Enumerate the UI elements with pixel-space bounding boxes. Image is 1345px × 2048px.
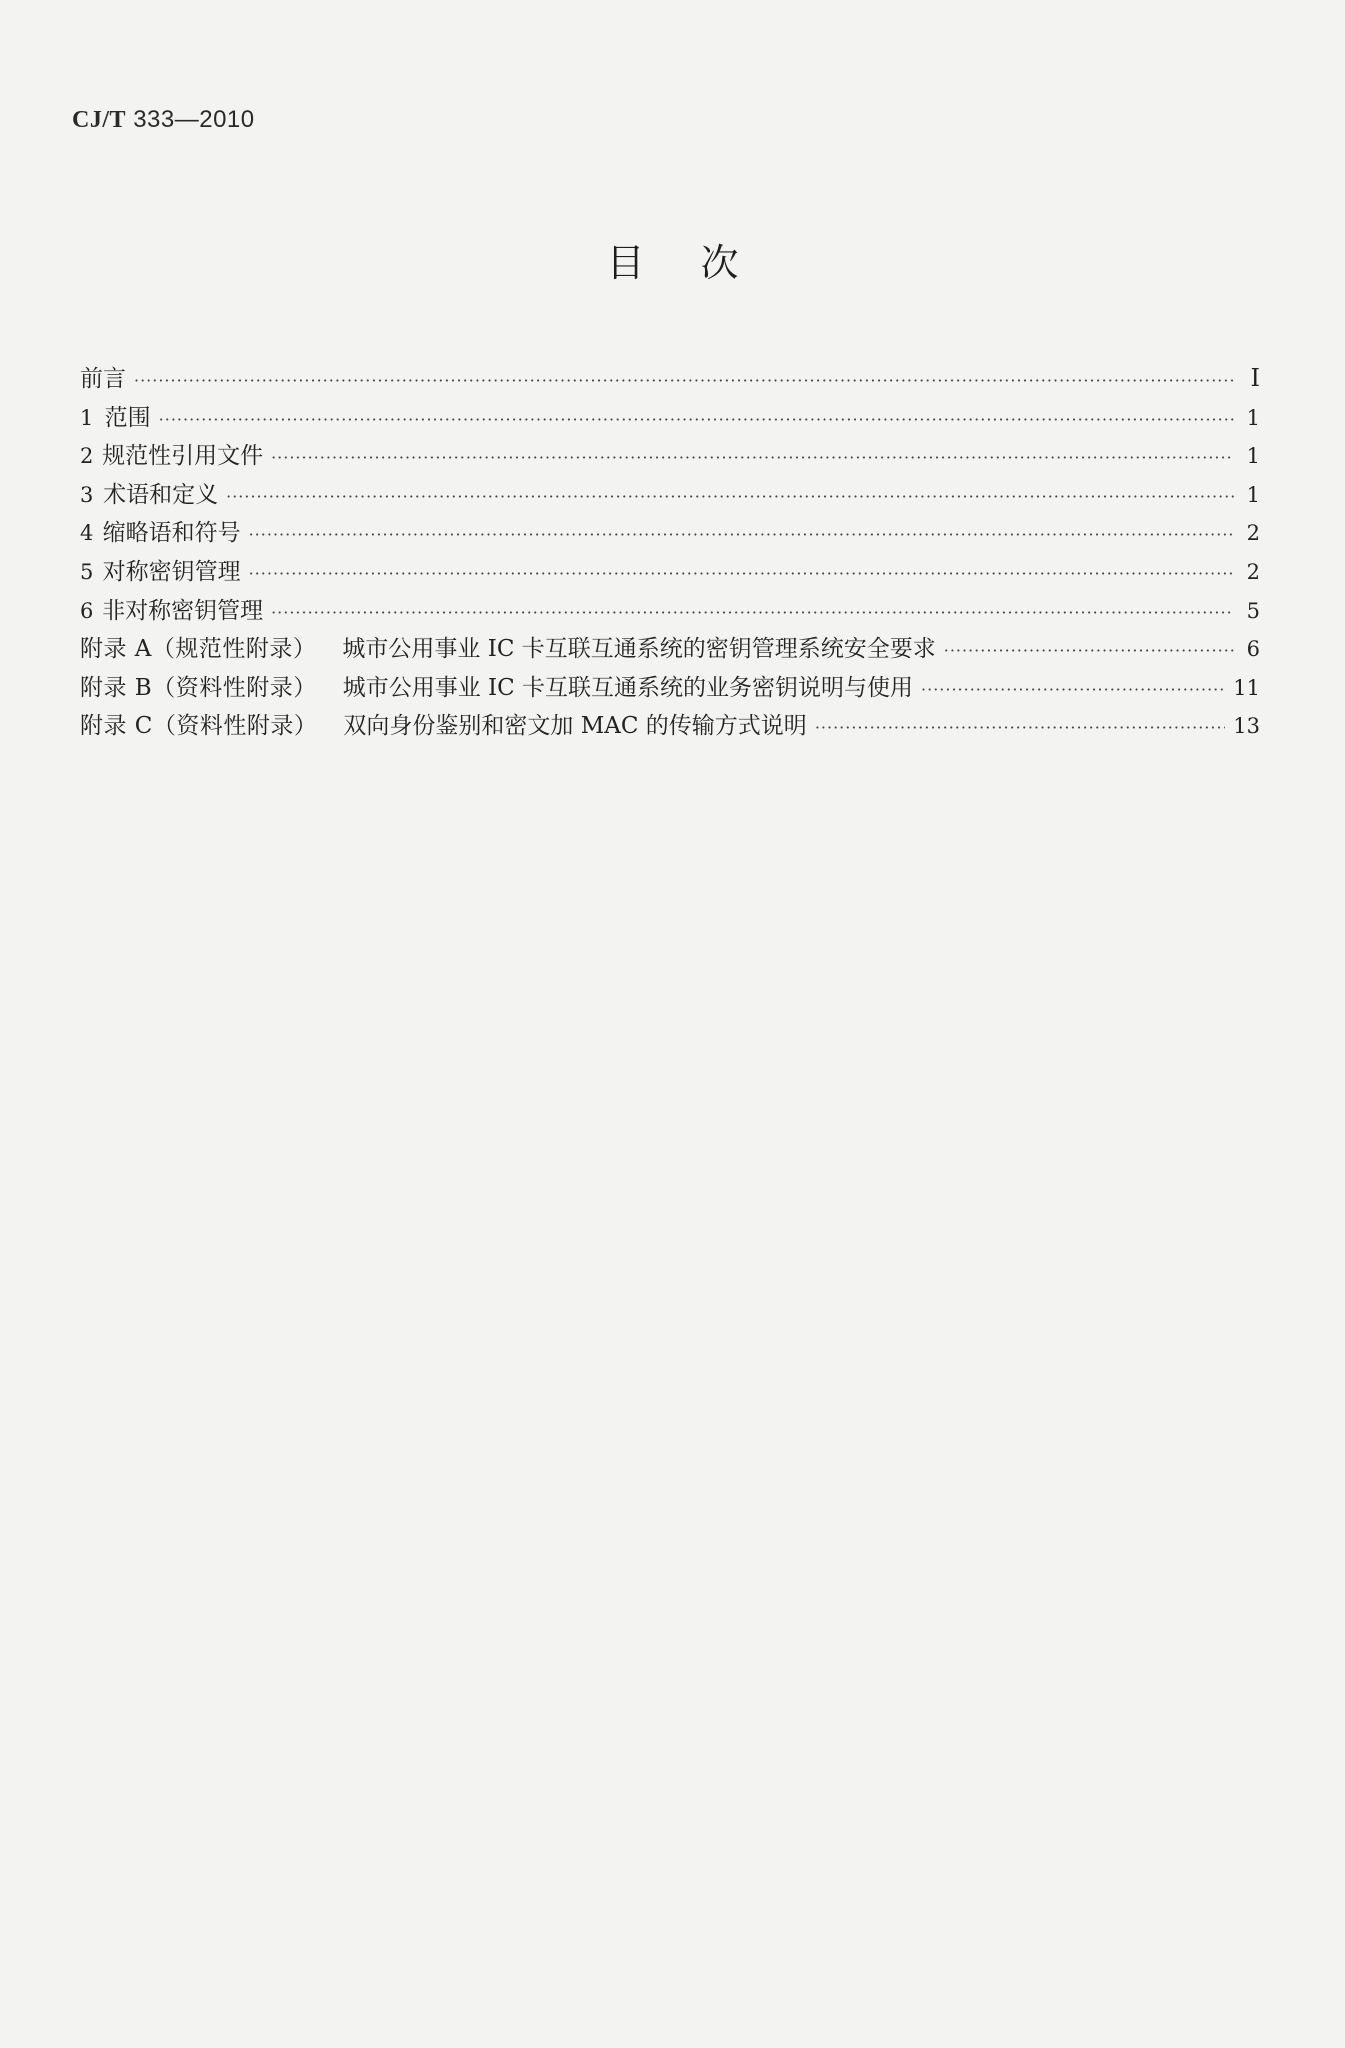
toc-page: 2 — [1246, 521, 1260, 546]
toc-leader — [271, 448, 1234, 467]
toc-label: 对称密钥管理 — [102, 558, 241, 585]
toc-leader — [944, 641, 1234, 660]
toc-label: 非对称密钥管理 — [102, 597, 264, 624]
standard-number: 333—2010 — [133, 106, 255, 133]
standard-prefix: CJ/T — [72, 107, 127, 133]
toc-appendix-label: 附录 C（资料性附录） — [80, 713, 318, 740]
toc-item-terms-definitions[interactable] — [80, 476, 1260, 515]
toc-leader — [249, 525, 1234, 544]
toc-appendix-label: 附录 A（规范性附录） — [80, 636, 317, 663]
toc-leader — [249, 564, 1234, 583]
toc-item-symmetric-key[interactable] — [80, 553, 1260, 592]
toc-item-asymmetric-key[interactable] — [80, 592, 1260, 631]
toc-leader — [159, 410, 1234, 429]
toc-page: 1 — [1246, 405, 1260, 430]
toc-page: I — [1250, 364, 1260, 392]
toc-appendix-title: 城市公用事业 IC 卡互联互通系统的业务密钥说明与使用 — [342, 674, 914, 701]
toc-appendix-title: 城市公用事业 IC 卡互联互通系统的密钥管理系统安全要求 — [342, 636, 936, 663]
toc-leader — [271, 603, 1234, 622]
toc-item-abbreviations[interactable] — [80, 514, 1260, 553]
toc-leader — [134, 371, 1234, 390]
toc-number: 5 — [80, 559, 94, 584]
toc-number: 4 — [80, 521, 94, 546]
toc-number: 1 — [80, 405, 94, 430]
table-of-contents — [80, 360, 1260, 746]
standard-code — [72, 106, 255, 134]
toc-item-appendix-c[interactable] — [80, 707, 1260, 746]
toc-item-normative-references[interactable] — [80, 437, 1260, 476]
toc-page: 6 — [1246, 637, 1260, 662]
toc-leader — [921, 680, 1225, 699]
toc-label: 范围 — [104, 404, 151, 431]
toc-page: 13 — [1233, 714, 1260, 739]
toc-label: 规范性引用文件 — [102, 443, 264, 470]
toc-page: 5 — [1246, 598, 1260, 623]
toc-label: 前言 — [80, 366, 126, 392]
toc-label: 术语和定义 — [103, 481, 219, 508]
toc-label: 缩略语和符号 — [102, 520, 241, 547]
toc-leader — [226, 487, 1234, 506]
toc-number: 6 — [80, 598, 94, 623]
toc-number: 3 — [80, 482, 94, 507]
toc-appendix-label: 附录 B（资料性附录） — [80, 674, 317, 701]
toc-item-appendix-a[interactable] — [80, 630, 1260, 669]
toc-item-foreword[interactable] — [80, 360, 1260, 399]
toc-appendix-title: 双向身份鉴别和密文加 MAC 的传输方式说明 — [343, 713, 807, 740]
toc-number: 2 — [80, 444, 94, 469]
toc-item-scope[interactable] — [80, 399, 1260, 438]
page-title: 目次 — [606, 241, 795, 285]
toc-page: 2 — [1246, 559, 1260, 584]
toc-leader — [815, 718, 1225, 737]
toc-page: 1 — [1246, 444, 1260, 469]
toc-page: 1 — [1246, 482, 1260, 507]
toc-page: 11 — [1233, 675, 1260, 700]
toc-item-appendix-b[interactable] — [80, 669, 1260, 708]
